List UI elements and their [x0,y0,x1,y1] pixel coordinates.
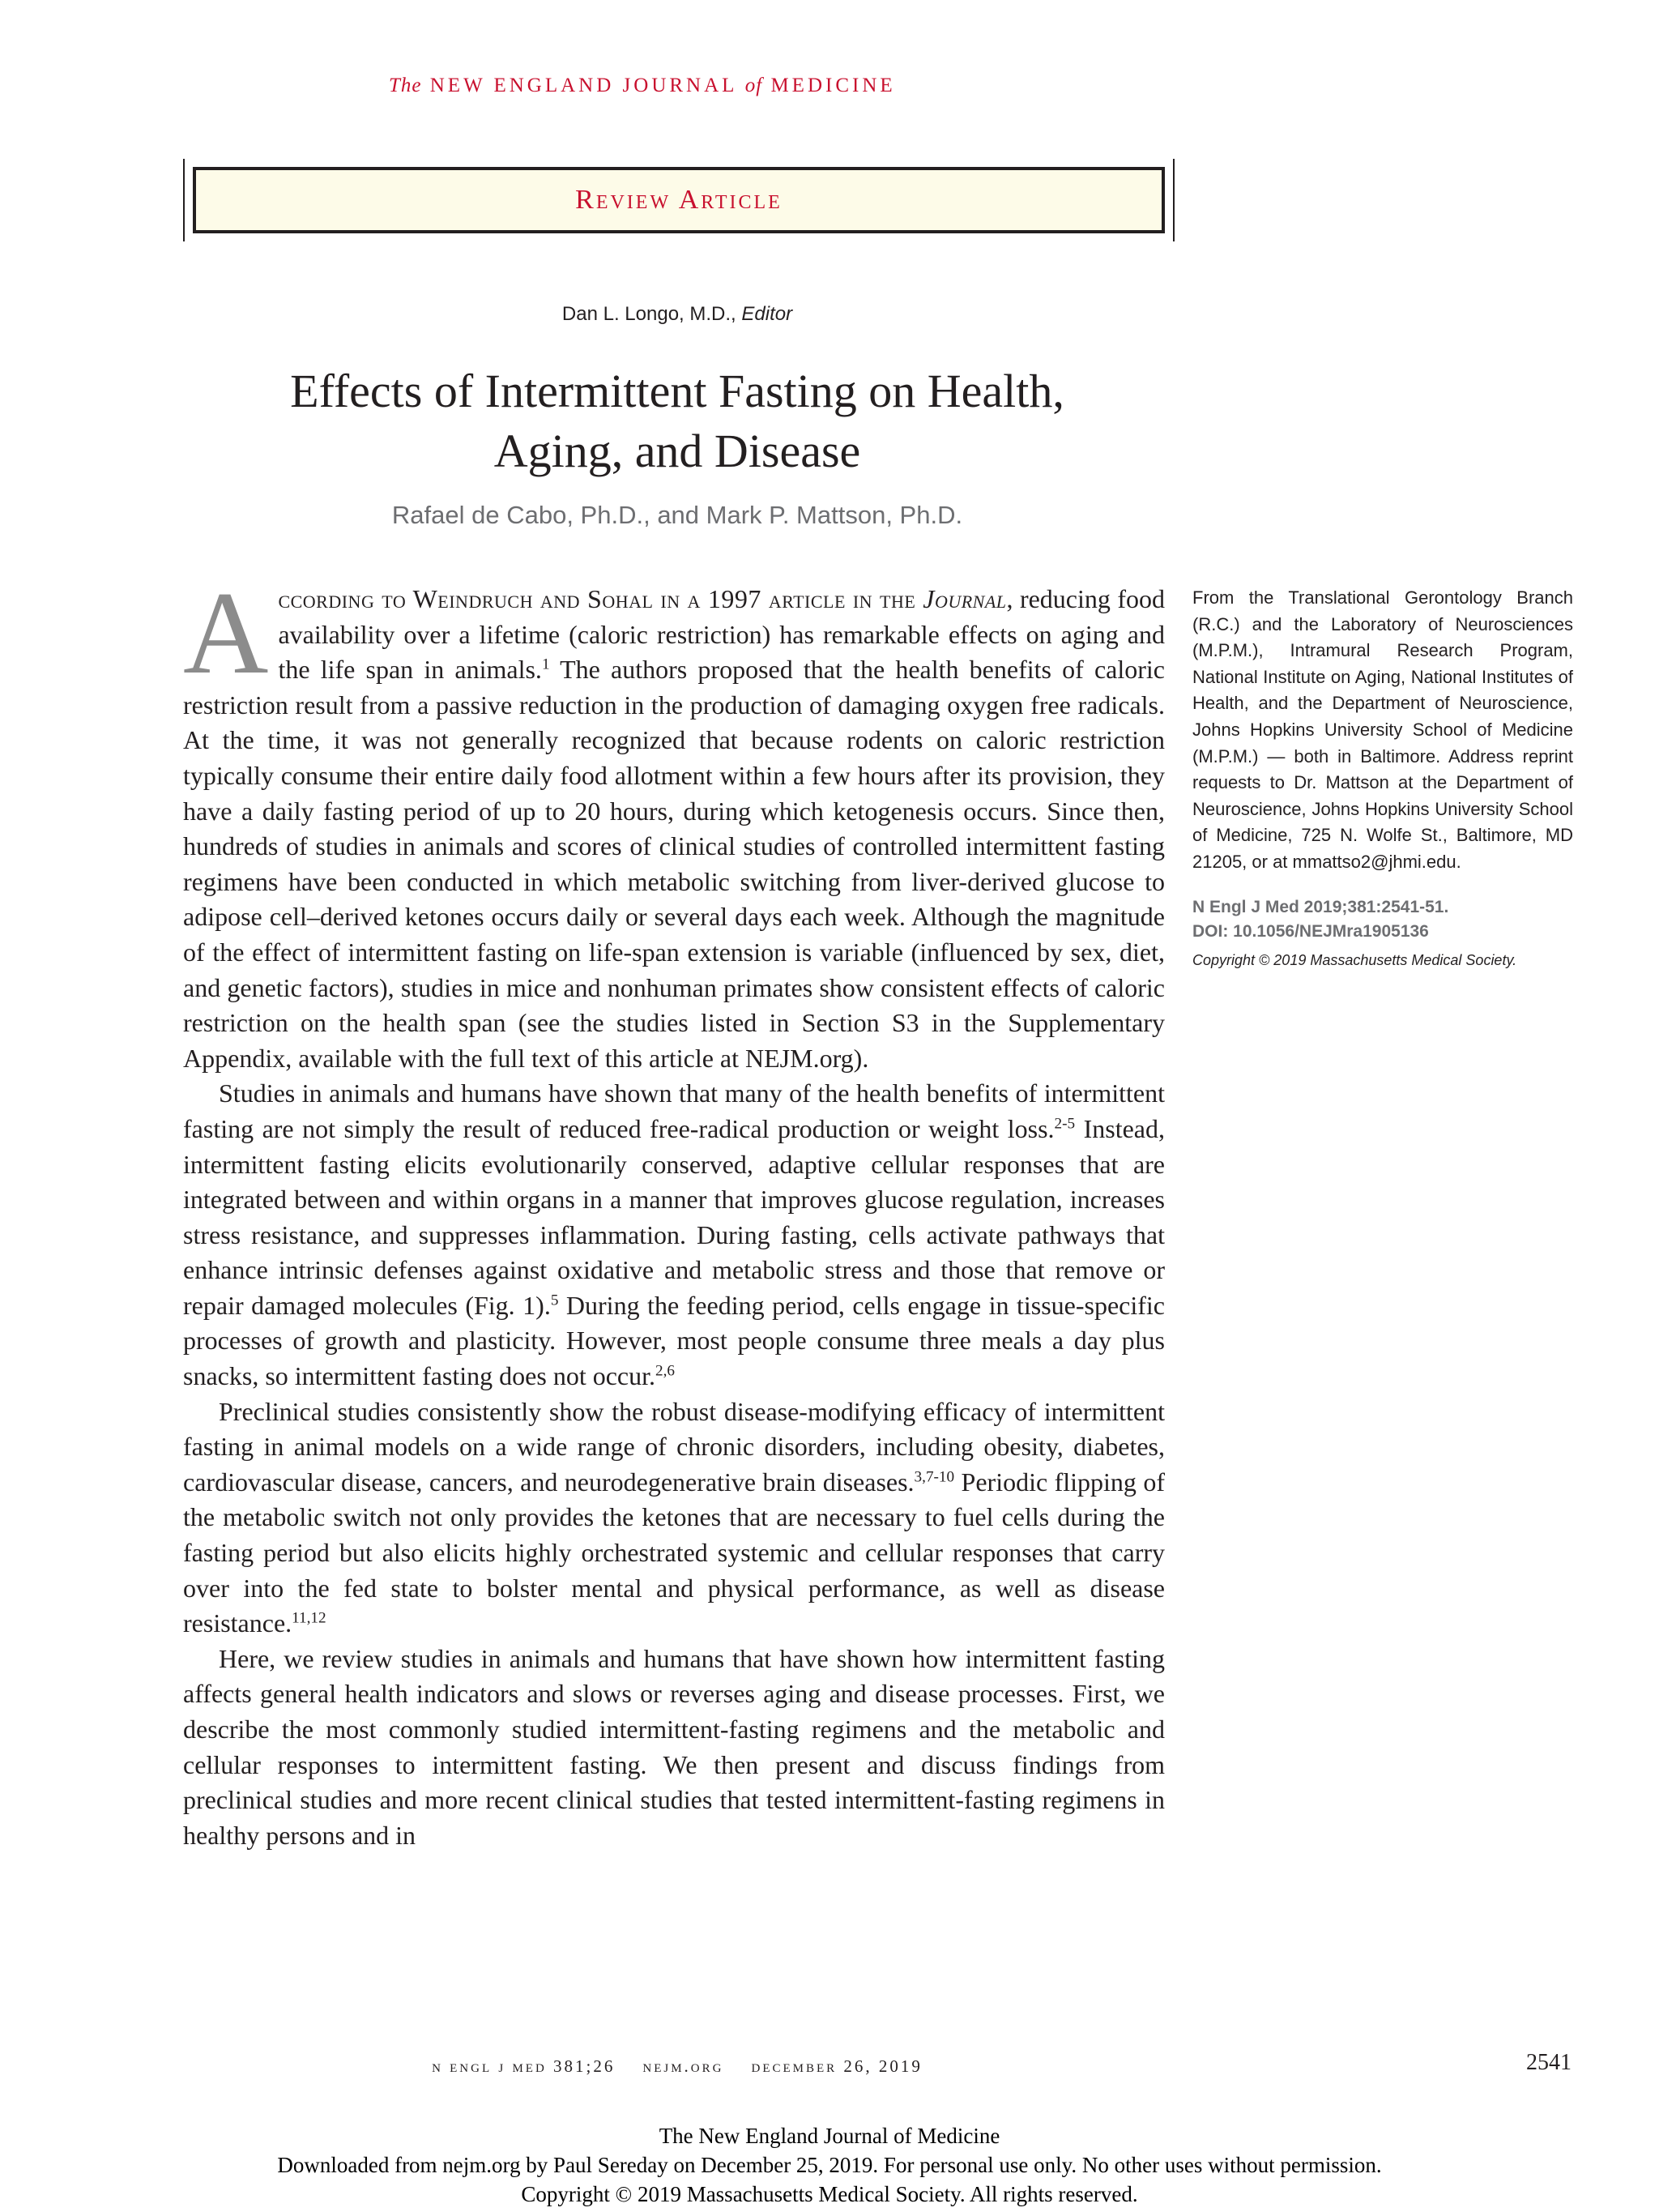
author-affiliation: From the Translational Gerontology Branch (R.C.) and the Laboratory of Neurosciences (M.P.M.), Intramural Research Program, National Institute on Aging, National Institutes of Health, and the Department of Neuroscience, Johns Hopkins University School of Medicine (M.P.M.) — both in Baltimore. Address reprint requests to Dr. Mattson at the Department of Neuroscience, Johns Hopkins University School of Medicine, 725 N. Wolfe St., Baltimore, MD 21205, or at mmattso2@jhmi.edu. [1192,587,1573,872]
article-title-line2: Aging, and Disease [493,425,861,477]
body-paragraph-1 [183,567,1166,1076]
page-footer [183,2056,1171,2077]
lead-in-journal: Journal [923,584,1007,613]
reference-superscript: 3,7-10 [914,1468,955,1486]
paragraph-3-text-a: Preclinical studies consistently show the robust disease-modifying efficacy of intermittent fasting in animal models on a wide range of chronic disorders, including obesity, diabetes, cardiovascular disease, cancers, and neurodegenerative brain diseases. [183,1396,1165,1497]
journal-the: The [389,75,422,96]
paragraph-3-text-b: Periodic flipping of the metabolic switch not only provides the ketones that are necessary to fuel cells during the fasting period but also elicits highly orchestrated systemic and cellular responses that carry over into the fed state to bolster mental and physical performance, as well as disease resistance. [183,1467,1165,1638]
paragraph-2-text-a: Studies in animals and humans have shown that many of the health benefits of intermittent fasting are not simply the result of reduced free-radical production or weight loss. [183,1078,1165,1143]
paragraph-2-text-c: During the feeding period, cells engage in tissue-specific processes of growth and plasticity. However, most people consume three meals a day plus snacks, so intermittent fasting does not occur. [183,1290,1166,1391]
notice-copyright: Copyright © 2019 Massachusetts Medical Society. All rights reserved. [521,2182,1138,2206]
journal-running-head [389,75,972,97]
reference-superscript: 1 [541,655,550,673]
article-type-banner-box [193,167,1165,233]
reference-superscript: 2,6 [655,1362,675,1380]
page-number: 2541 [1526,2050,1572,2075]
paragraph-2-text-b: Instead, intermittent fasting elicits evolutionarily conserved, adaptive cellular responses that are integrated between and within organs in a manner that improves glucose regulation, increases stress resistance, and suppresses inflammation. During fasting, cells activate pathways that enhance intrinsic defenses against oxidative and metabolic stress and those that remove or repair damaged molecules (Fig. 1). [183,1113,1166,1320]
article-title-line1: Effects of Intermittent Fasting on Health, [290,365,1064,417]
journal-name-mid: NEW ENGLAND JOURNAL [429,75,737,96]
journal-name-end: MEDICINE [770,75,896,96]
paragraph-1-text: , reducing food availability over a lifetime (caloric restriction) has remarkable effects on aging and the life span in animals. [278,584,1166,685]
paragraph-1-tail: The authors proposed that the health benefits of caloric restriction result from a passive reduction in the production of damaging oxygen free radicals. At the time, it was not generally recognized that because rodents on caloric restriction typically consume their entire daily food allotment within a few hours after its provision, they have a daily fasting period of up to 20 hours, during which ketogenesis occurs. Since then, hundreds of studies in animals and scores of clinical studies of controlled intermittent fasting regimens have been conducted in which metabolic switching from liver-derived glucose to adipose cell–derived ketones occurs daily or several days each week. Although the magnitude of the effect of intermittent fasting on life-span extension is variable (influenced by sex, diet, and genetic factors), studies in mice and nonhuman primates show consistent effects of caloric restriction on the health span (see the studies listed in Section S3 in the Supplementary Appendix, available with the full text of this article at NEJM.org). [183,655,1166,1073]
notice-download: Downloaded from nejm.org by Paul Sereday on December 25, 2019. For personal use only. No other uses without permission. [277,2153,1382,2177]
article-type-label: Review Article [575,185,783,215]
lead-in-text: ccording to Weindruch and Sohal in a 1997 article in the [278,584,916,613]
body-paragraph-3 [183,1394,1165,1642]
body-paragraph-4: Here, we review studies in animals and humans that have shown how intermittent fasting affects general health indicators and slows or reverses aging and disease processes. First, we describe the most commonly studied intermittent-fasting regimens and the metabolic and cellular responses to intermittent fasting. We then present and discuss findings from preclinical studies and more recent clinical studies that tested intermittent-fasting regimens in healthy persons and in [183,1643,1165,1850]
journal-of: of [744,75,763,96]
editor-name: Dan L. Longo, M.D., [561,303,736,325]
doi-link[interactable]: DOI: 10.1056/NEJMra1905136 [1192,921,1429,941]
lead-in-small-caps [278,584,1006,613]
body-paragraph-2 [183,1076,1165,1394]
footer-site: nejm.org [642,2056,724,2076]
download-notice [0,2121,1659,2209]
article-title [183,361,1171,481]
article-type-banner [183,159,1175,241]
article-body [183,567,1166,1853]
drop-cap: A [183,567,269,698]
editor-line [183,303,1171,326]
journal-citation: N Engl J Med 2019;381:2541-51. [1192,897,1449,916]
citation-block [1192,895,1573,944]
footer-date: december 26, 2019 [751,2056,923,2076]
notice-journal: The New England Journal of Medicine [659,2124,1000,2148]
article-authors: Rafael de Cabo, Ph.D., and Mark P. Mattson, Ph.D. [391,501,963,529]
reference-superscript: 11,12 [292,1609,326,1627]
footer-volume: n engl j med 381;26 [432,2056,616,2076]
sidebar-copyright: Copyright © 2019 Massachusetts Medical Society. [1192,951,1517,968]
sidebar-notes [1192,585,1573,971]
editor-role: Editor [741,303,793,325]
reference-superscript: 2-5 [1054,1115,1076,1133]
reference-superscript: 5 [550,1292,559,1309]
